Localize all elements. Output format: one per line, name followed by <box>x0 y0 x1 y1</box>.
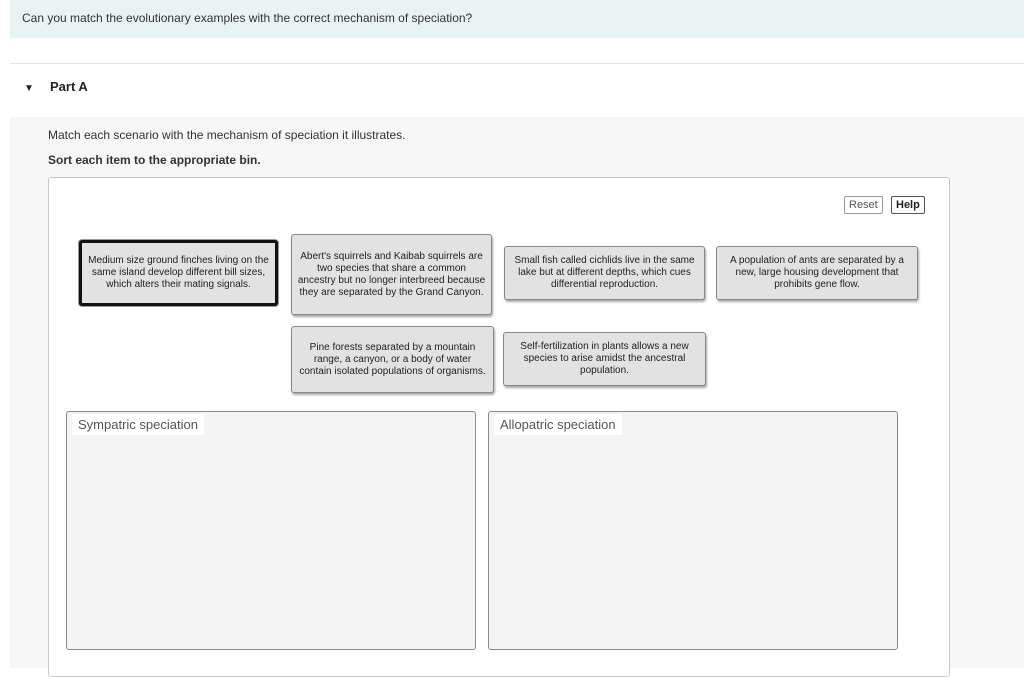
draggable-card-finches[interactable] <box>79 240 278 306</box>
question-text: Can you match the evolutionary examples with the correct mechanism of speciation? <box>22 11 473 25</box>
card-text: Self-fertilization in plants allows a new species to arise amidst the ancestral population. <box>520 341 689 376</box>
help-button[interactable]: Help <box>891 196 925 214</box>
reset-button[interactable]: Reset <box>844 196 883 214</box>
bin-label: Sympatric speciation <box>72 414 204 435</box>
caret-down-icon[interactable]: ▼ <box>24 83 34 94</box>
instruction-text: Match each scenario with the mechanism of speciation it illustrates. <box>48 128 406 142</box>
card-text: A population of ants are separated by a new, large housing development that prohibits gene flow. <box>729 255 904 290</box>
draggable-card-cichlids[interactable] <box>504 246 705 300</box>
card-text: Abert's squirrels and Kaibab squirrels are two species that share a common ancestry but no longer interbreed because they are separated by the Grand Canyon. <box>297 250 486 298</box>
sympatric-bin[interactable] <box>66 411 476 650</box>
card-text: Small fish called cichlids live in the same lake but at different depths, which cues differential reproduction. <box>514 255 695 290</box>
draggable-card-pine-forests[interactable] <box>291 326 494 393</box>
part-header[interactable] <box>10 64 1024 117</box>
question-banner <box>10 0 1024 38</box>
draggable-card-squirrels[interactable] <box>291 234 492 315</box>
draggable-card-self-fertilization[interactable] <box>503 332 706 386</box>
sort-instruction: Sort each item to the appropriate bin. <box>48 153 261 167</box>
bin-label: Allopatric speciation <box>494 414 622 435</box>
allopatric-bin[interactable] <box>488 411 898 650</box>
part-title: Part A <box>50 79 88 94</box>
card-text: Pine forests separated by a mountain range, a canyon, or a body of water contain isolated populations of organisms. <box>299 341 486 377</box>
draggable-card-ants[interactable] <box>716 246 918 300</box>
card-text: Medium size ground finches living on the same island develop different bill sizes, which alters their mating signals. <box>88 255 269 290</box>
